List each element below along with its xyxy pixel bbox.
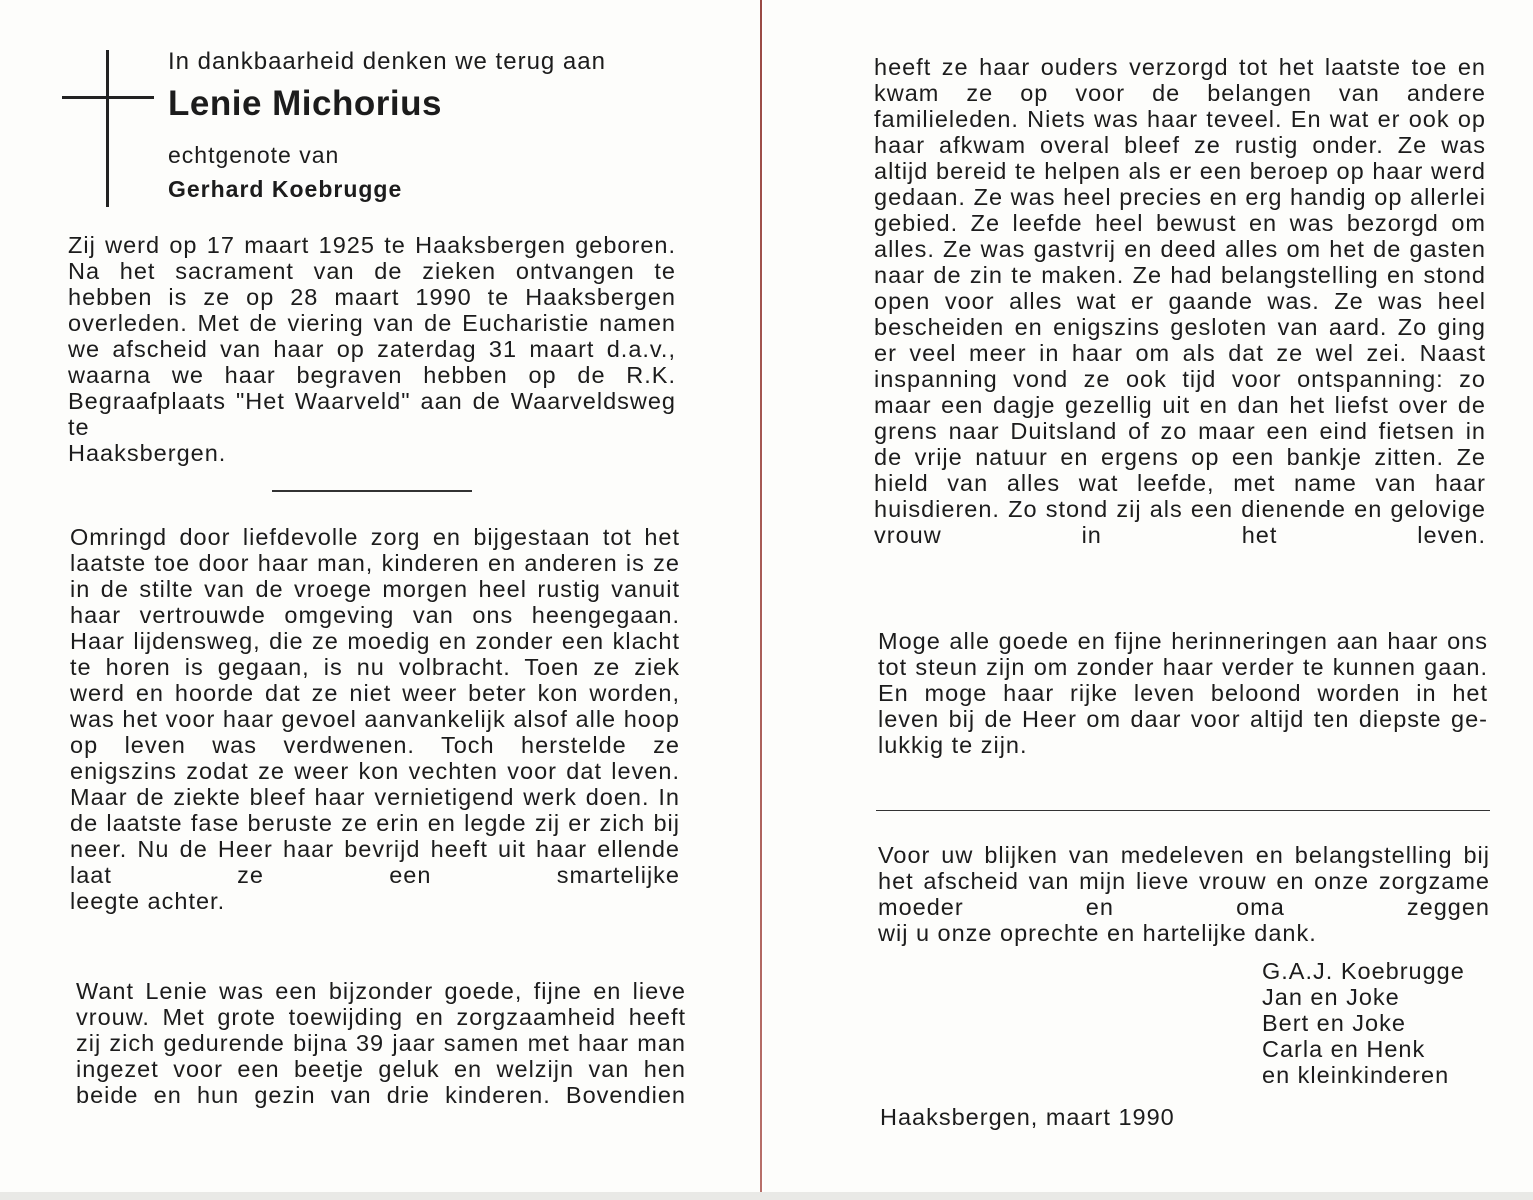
memories-text: Moge alle goede en fijne herinneringen aan haar ons tot steun zijn om zonder haar verder te kunnen gaan. En moge haar rijke leven beloond worden in het leven bij de Heer om daar voor altijd ten diepste ge- [878, 628, 1488, 732]
signatory: Bert en Joke [1262, 1010, 1406, 1036]
intro-line: In dankbaarheid denken we terug aan [168, 48, 606, 75]
signatories [1262, 958, 1465, 1088]
biography-paragraph [68, 232, 676, 466]
signatory: Carla en Henk [1262, 1036, 1426, 1062]
illness-paragraph [70, 524, 680, 914]
memories-paragraph [878, 628, 1488, 758]
deceased-name: Lenie Michorius [168, 84, 442, 123]
continued-text: heeft ze haar ouders verzorgd tot het laatste toe en kwam ze op voor de belangen van andere familieleden. Niets was haar teveel. En wat er ook op haar afkwam overal bleef ze rustig onder. Ze was altijd bereid te helpen als er een beroep op haar werd gedaan. Ze was heel precies en erg handig op allerlei gebied. Ze leefde heel bewust en was bezorgd om alles. Ze was gastvrij en deed alles om het de gasten naar de zin te maken. Ze had belangstelling en stond open voor alles wat er gaande was. Ze was heel bescheiden en enigszins gesloten van aard. Zo ging er veel meer in haar om als dat ze wel zei. Naast inspanning vond ze ook tijd voor ontspanning: zo maar een dagje gezellig uit en dan het liefst over de grens naar Duitsland of zo maar een eind fietsen in de vrije natuur en ergens op een bankje zitten. Ze hield van alles wat leefde, met name van haar huisdieren. Zo stond zij als een dienende en gelovige vrouw in het leven. [874, 54, 1486, 548]
thanks-paragraph [878, 842, 1490, 946]
thanks-last-line: wij u onze oprechte en hartelijke dank. [878, 920, 1317, 946]
character-text: Want Lenie was een bijzonder goede, fijne en lieve vrouw. Met grote toewijding en zorgzaamheid heeft zij zich gedurende bijna 39 jaar samen met haar man ingezet voor een beetje geluk en welzijn van hen beide en hun gezin van drie kinderen. Bovendien [76, 978, 686, 1108]
spouse-name: Gerhard Koebrugge [168, 176, 403, 202]
divider [876, 810, 1490, 811]
card-fold [760, 0, 762, 1200]
divider [272, 490, 472, 492]
memories-last-line: lukkig te zijn. [878, 732, 1028, 758]
character-paragraph [76, 978, 686, 1108]
continued-paragraph [874, 54, 1486, 548]
header [168, 46, 688, 204]
thanks-text: Voor uw blijken van medeleven en belangstelling bij het afscheid van mijn lieve vrouw en onze zorgzame moeder en oma zeggen [878, 842, 1490, 920]
card-bottom-edge [0, 1192, 1533, 1200]
illness-text: Omringd door liefdevolle zorg en bijgestaan tot het laatste toe door haar man, kinderen en anderen is ze in de stilte van de vroege morgen heel rustig vanuit haar vertrouwde omgeving van ons heengegaan. Haar lijdensweg, die ze moedig en zonder een klacht te horen is gegaan, is nu volbracht. Toen ze ziek werd en hoorde dat ze niet weer beter kon worden, was het voor haar gevoel aanvankelijk alsof alle hoop op leven was verdwenen. Toch herstelde ze enigszins zodat ze weer kon vechten voor dat leven. Maar de ziekte bleef haar vernietigend werk doen. In de laatste fase beruste ze erin en legde zij er zich bij neer. Nu de Heer haar bevrijd heeft uit haar ellende laat ze een smartelijke [70, 524, 680, 888]
biography-last-line: Haaksbergen. [68, 440, 227, 466]
biography-text: Zij werd op 17 maart 1925 te Haaksbergen geboren. Na het sacrament van de zieken ontvangen te hebben is ze op 28 maart 1990 te Haaksbergen overleden. Met de viering van de Eucharistie namen we afscheid van haar op zaterdag 31 maart d.a.v., waarna we haar begraven hebben op de R.K. Begraafplaats "Het Waarveld" aan de Waarveldsweg te [68, 232, 676, 440]
place-date: Haaksbergen, maart 1990 [880, 1104, 1175, 1130]
cross-icon [106, 50, 109, 207]
signatory: en kleinkinderen [1262, 1062, 1450, 1088]
signatory: Jan en Joke [1262, 984, 1400, 1010]
signatory: G.A.J. Koebrugge [1262, 958, 1465, 984]
illness-last-line: leegte achter. [70, 888, 226, 914]
cross-icon-bar [62, 96, 154, 99]
spouse-label: echtgenote van [168, 142, 340, 168]
